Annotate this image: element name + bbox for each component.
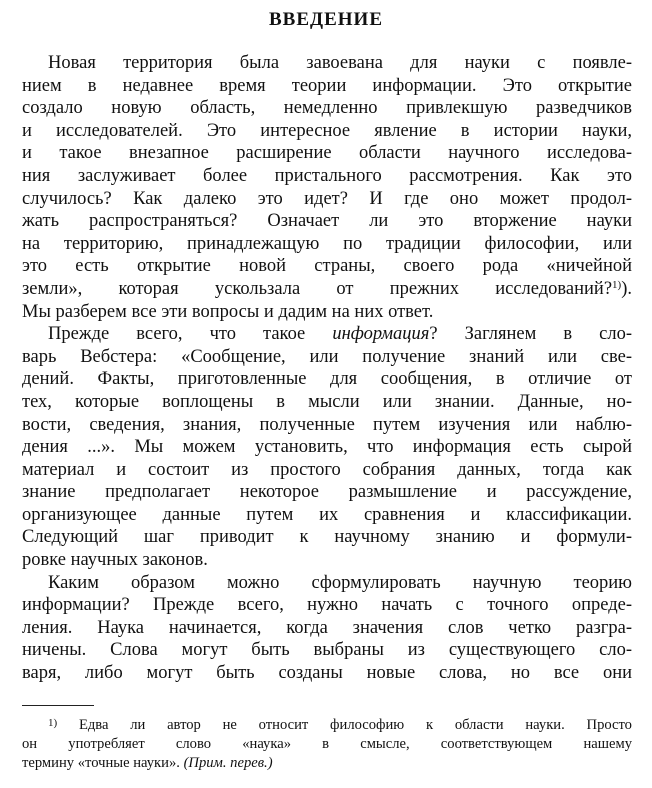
text-line: случилось? Как далеко это идет? И где оно может продол- — [22, 188, 632, 209]
body-text — [22, 52, 632, 685]
footnote-text: термину «точные науки». — [22, 755, 180, 771]
footnote-text: Едва ли автор не относит философию к области науки. Просто — [78, 717, 632, 733]
text-line: дения ...». Мы можем установить, что информация есть сырой — [22, 437, 632, 458]
text-line: Каким образом можно сформулировать научную теорию — [48, 572, 632, 593]
text-line: ления. Наука начинается, когда значения слов четко разгра- — [22, 617, 632, 638]
translator-note: (Прим. перев.) — [183, 755, 273, 771]
text-line — [22, 323, 632, 346]
text-line: информации? Прежде всего, нужно начать с точного опреде- — [22, 595, 632, 616]
footnote-line: он употребляет слово «наука» в смысле, соответствующем нашему — [22, 736, 632, 752]
text-line: ничены. Слова могут быть выбраны из существующего сло- — [22, 640, 632, 661]
footnote-marker[interactable]: 1) — [612, 278, 622, 291]
text-line — [22, 278, 632, 301]
text-line: и исследователей. Это интересное явление в истории науки, — [22, 120, 632, 141]
footnote-line — [22, 716, 632, 735]
text-line: вости, сведения, знания, полученные путем изучения или наблю- — [22, 414, 632, 435]
text-line: создало новую область, немедленно привлекшую разведчиков — [22, 98, 632, 119]
footnote-ref-tail: ). — [621, 278, 632, 299]
text-segment: ? Заглянем в сло- — [429, 324, 632, 345]
footnote-divider — [22, 705, 94, 706]
text-line: на территорию, принадлежащую по традиции философии, или — [22, 233, 632, 254]
text-segment: Прежде всего, что такое — [48, 324, 306, 345]
text-line: дений. Факты, приготовленные для сообщения, в отличие от — [22, 369, 632, 390]
text-line: Мы разберем все эти вопросы и дадим на них ответ. — [22, 301, 434, 322]
text-line: организующее данные путем их сравнения и классификации. — [22, 504, 632, 525]
text-line: нием в недавнее время теории информации. Это открытие — [22, 75, 632, 96]
text-line: и такое внезапное расширение области научного исследова- — [22, 143, 632, 164]
footnote-number: 1) — [48, 717, 58, 729]
text-line: материал и состоит из простого собрания данных, тогда как — [22, 459, 632, 480]
text-line: ния заслуживает более пристального рассмотрения. Как это — [22, 165, 632, 186]
text-segment: земли», которая ускользала от прежних исследований? — [22, 278, 613, 299]
text-line: варя, либо могут быть созданы новые слова, но все они — [22, 663, 632, 684]
footnote-line — [22, 754, 632, 773]
footnote — [22, 716, 632, 773]
text-line: Новая территория была завоевана для науки с появле- — [48, 53, 632, 73]
text-line: Следующий шаг приводит к научному знанию и формули- — [22, 527, 632, 548]
text-line: это есть открытие новой страны, своего рода «ничейной — [22, 256, 632, 277]
emphasis-term: информация — [332, 324, 430, 345]
chapter-title: ВВЕДЕНИЕ — [269, 9, 383, 30]
text-line: варь Вебстера: «Сообщение, или получение знаний или све- — [22, 346, 632, 367]
text-line: жать распространяться? Означает ли это вторжение науки — [22, 211, 632, 232]
text-line: ровке научных законов. — [22, 550, 208, 571]
text-line: знание предполагает некоторое размышление и рассуждение, — [22, 482, 632, 503]
text-line: тех, которые воплощены в мысли или знании. Данные, но- — [22, 391, 632, 412]
